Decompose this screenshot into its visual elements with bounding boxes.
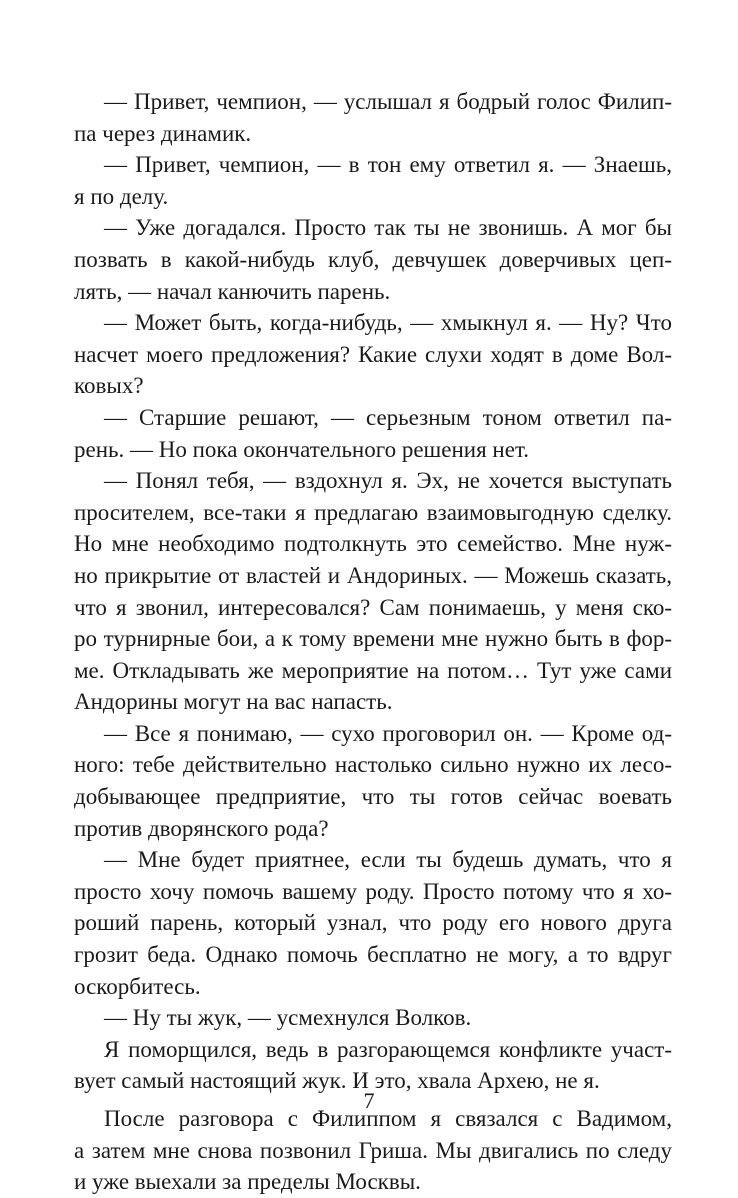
text-line: оскорбитесь. — [74, 973, 201, 999]
text-line: роший парень, который узнал, что роду его нового друга — [74, 910, 672, 936]
text-line: добывающее предприятие, что ты готов сейчас воевать — [74, 784, 672, 810]
text-line: — Может быть, когда-нибудь, — хмыкнул я. — Ну? Что — [104, 310, 672, 336]
text-line: рень. — Но пока окончательного решения нет. — [74, 436, 530, 462]
text-line: — Привет, чемпион, — услышал я бодрый голос Филип- — [104, 89, 672, 114]
text-line: против дворянского рода? — [74, 815, 329, 841]
text-line: — Понял тебя, — вздохнул я. Эх, не хочется выступать — [104, 468, 672, 494]
text-line: — Мне будет приятнее, если ты будешь думать, что я — [104, 847, 672, 873]
page-number: 7 — [363, 1088, 375, 1113]
body-text — [74, 86, 672, 1198]
text-line: ного: тебе действительно настолько сильно нужно их лесо- — [74, 752, 672, 778]
text-line: После разговора с Филиппом я связался с Вадимом, — [104, 1106, 672, 1131]
text-line: просителем, все-таки я предлагаю взаимовыгодную сделку. — [74, 499, 672, 525]
text-line: ро турнирные бои, а к тому времени мне нужно быть в фор- — [74, 626, 672, 652]
text-line: но прикрытие от властей и Андориных. — Можешь сказать, — [74, 562, 672, 588]
text-line: насчет моего предложения? Какие слухи ходят в доме Вол- — [74, 341, 672, 367]
text-line: ковых? — [74, 373, 144, 399]
text-line: вует самый настоящий жук. И это, хвала Архею, не я. — [74, 1068, 600, 1094]
text-line: и уже выехали за пределы Москвы. — [74, 1169, 421, 1195]
text-line: позвать в какой-нибудь клуб, девчушек доверчивых цеп- — [74, 246, 672, 272]
text-line: просто хочу помочь вашему роду. Просто потому что я хо- — [74, 878, 672, 904]
text-line: я по делу. — [74, 183, 169, 209]
text-line: па через динамик. — [74, 120, 252, 146]
text-line: — Ну ты жук, — усмехнулся Волков. — [104, 1005, 472, 1031]
text-line: Но мне необходимо подтолкнуть это семейство. Мне нуж- — [74, 531, 672, 557]
text-line: — Старшие решают, — серьезным тоном ответил па- — [104, 404, 672, 430]
text-line: Я поморщился, ведь в разгорающемся конфликте участ- — [104, 1036, 672, 1062]
text-line: — Уже догадался. Просто так ты не звонишь. А мог бы — [104, 215, 672, 241]
text-line: — Привет, чемпион, — в тон ему ответил я. — Знаешь, — [104, 152, 672, 178]
text-line: лять, — начал канючить парень. — [74, 278, 391, 304]
text-line: что я звонил, интересовался? Сам понимаешь, у меня ско- — [74, 594, 672, 620]
text-line: — Все я понимаю, — сухо проговорил он. — Кроме од- — [104, 720, 672, 746]
text-line: ме. Откладывать же мероприятие на потом… Тут уже сами — [74, 657, 672, 683]
text-line: грозит беда. Однако помочь бесплатно не могу, а то вдруг — [74, 942, 672, 968]
text-line: Андорины могут на вас напасть. — [74, 689, 393, 715]
text-line: а затем мне снова позвонил Гриша. Мы двигались по следу — [74, 1137, 672, 1163]
